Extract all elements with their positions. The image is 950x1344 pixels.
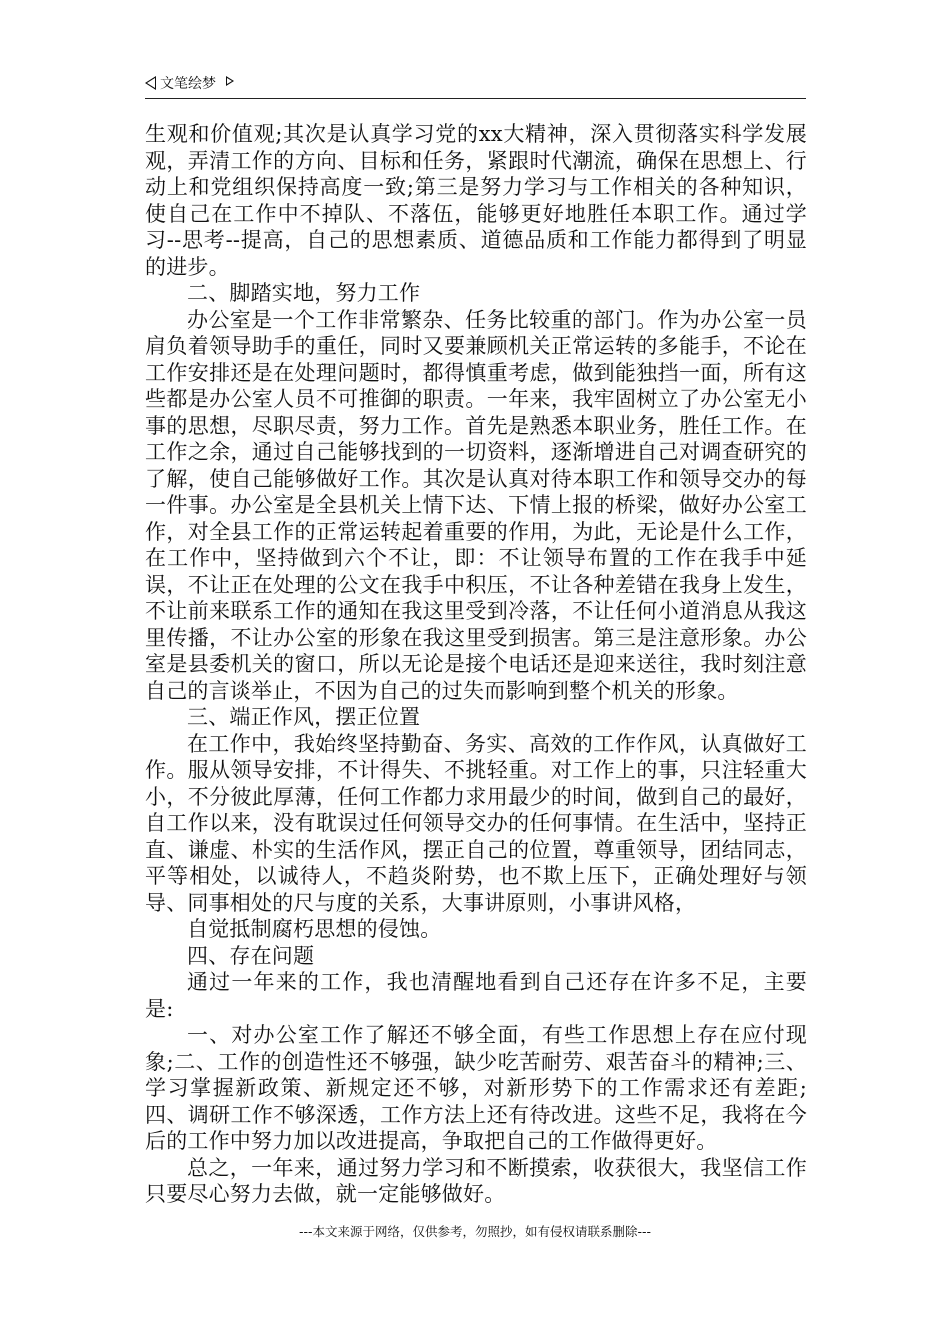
paragraph: 生观和价值观;其次是认真学习党的xx大精神，深入贯彻落实科学发展观，弄清工作的方向、目标和任务，紧跟时代潮流，确保在思想上、行动上和党组织保持高度一致;第三是努力学习与工作相关的各种知识，使自己在工作中不掉队、不落伍，能够更好地胜任本职工作。通过学习--思考--提高，自己的思想素质、道德品质和工作能力都得到了明显的进步。 bbox=[145, 122, 807, 279]
paragraph: 在工作中，我始终坚持勤奋、务实、高效的工作作风，认真做好工作。服从领导安排，不计得失、不挑轻重。对工作上的事，只注轻重大小，不分彼此厚薄，任何工作都力求用最少的时间，做到自己的最好，自工作以来，没有耽误过任何领导交办的任何事情。在生活中，坚持正直、谦虚、朴实的生活作风，摆正自己的位置，尊重领导，团结同志，平等相处，以诚待人，不趋炎附势，也不欺上压下，正确处理好与领导、同事相处的尺与度的关系，大事讲原则，小事讲风格， bbox=[145, 731, 807, 915]
paragraph: 自觉抵制腐朽思想的侵蚀。 bbox=[187, 917, 442, 941]
section-heading: 二、脚踏实地，努力工作 bbox=[187, 281, 421, 305]
triangle-left-icon bbox=[145, 76, 156, 90]
document-body bbox=[145, 121, 807, 1208]
page-header bbox=[145, 74, 806, 99]
paragraph: 总之，一年来，通过努力学习和不断摸索，收获很大，我坚信工作只要尽心努力去做，就一定能够做好。 bbox=[145, 1155, 807, 1206]
paragraph: 一、对办公室工作了解还不够全面，有些工作思想上存在应付现象;二、工作的创造性还不够强，缺少吃苦耐劳、艰苦奋斗的精神;三、学习掌握新政策、新规定还不够，对新形势下的工作需求还有差距;四、调研工作不够深透，工作方法上还有待改进。这些不足，我将在今后的工作中努力加以改进提高，争取把自己的工作做得更好。 bbox=[145, 1023, 807, 1153]
section-heading: 三、端正作风，摆正位置 bbox=[187, 705, 421, 729]
paragraph: 办公室是一个工作非常繁杂、任务比较重的部门。作为办公室一员肩负着领导助手的重任，同时又要兼顾机关正常运转的多能手，不论在工作安排还是在处理问题时，都得慎重考虑，做到能独挡一面，所有这些都是办公室人员不可推御的职责。一年来，我牢固树立了办公室无小事的思想，尽职尽责，努力工作。首先是熟悉本职业务，胜任工作。在工作之余，通过自己能够找到的一切资料，逐渐增进自己对调查研究的了解，使自己能够做好工作。其次是认真对待本职工作和领导交办的每一件事。办公室是全县机关上情下达、下情上报的桥梁，做好办公室工作，对全县工作的正常运转起着重要的作用，为此，无论是什么工作，在工作中，坚持做到六个不让，即：不让领导布置的工作在我手中延误，不让正在处理的公文在我手中积压，不让各种差错在我身上发生，不让前来联系工作的通知在我这里受到冷落，不让任何小道消息从我这里传播，不让办公室的形象在我这里受到损害。第三是注意形象。办公室是县委机关的窗口，所以无论是接个电话还是迎来送往，我时刻注意自己的言谈举止，不因为自己的过失而影响到整个机关的形象。 bbox=[145, 307, 807, 703]
page-footer: ---本文来源于网络，仅供参考，勿照抄，如有侵权请联系删除--- bbox=[298, 1224, 652, 1239]
paragraph: 通过一年来的工作，我也清醒地看到自己还存在许多不足，主要是: bbox=[145, 970, 807, 1021]
section-heading: 四、存在问题 bbox=[187, 943, 315, 968]
triangle-right-icon bbox=[226, 76, 234, 86]
header-title: 文笔绘梦 bbox=[160, 76, 216, 92]
